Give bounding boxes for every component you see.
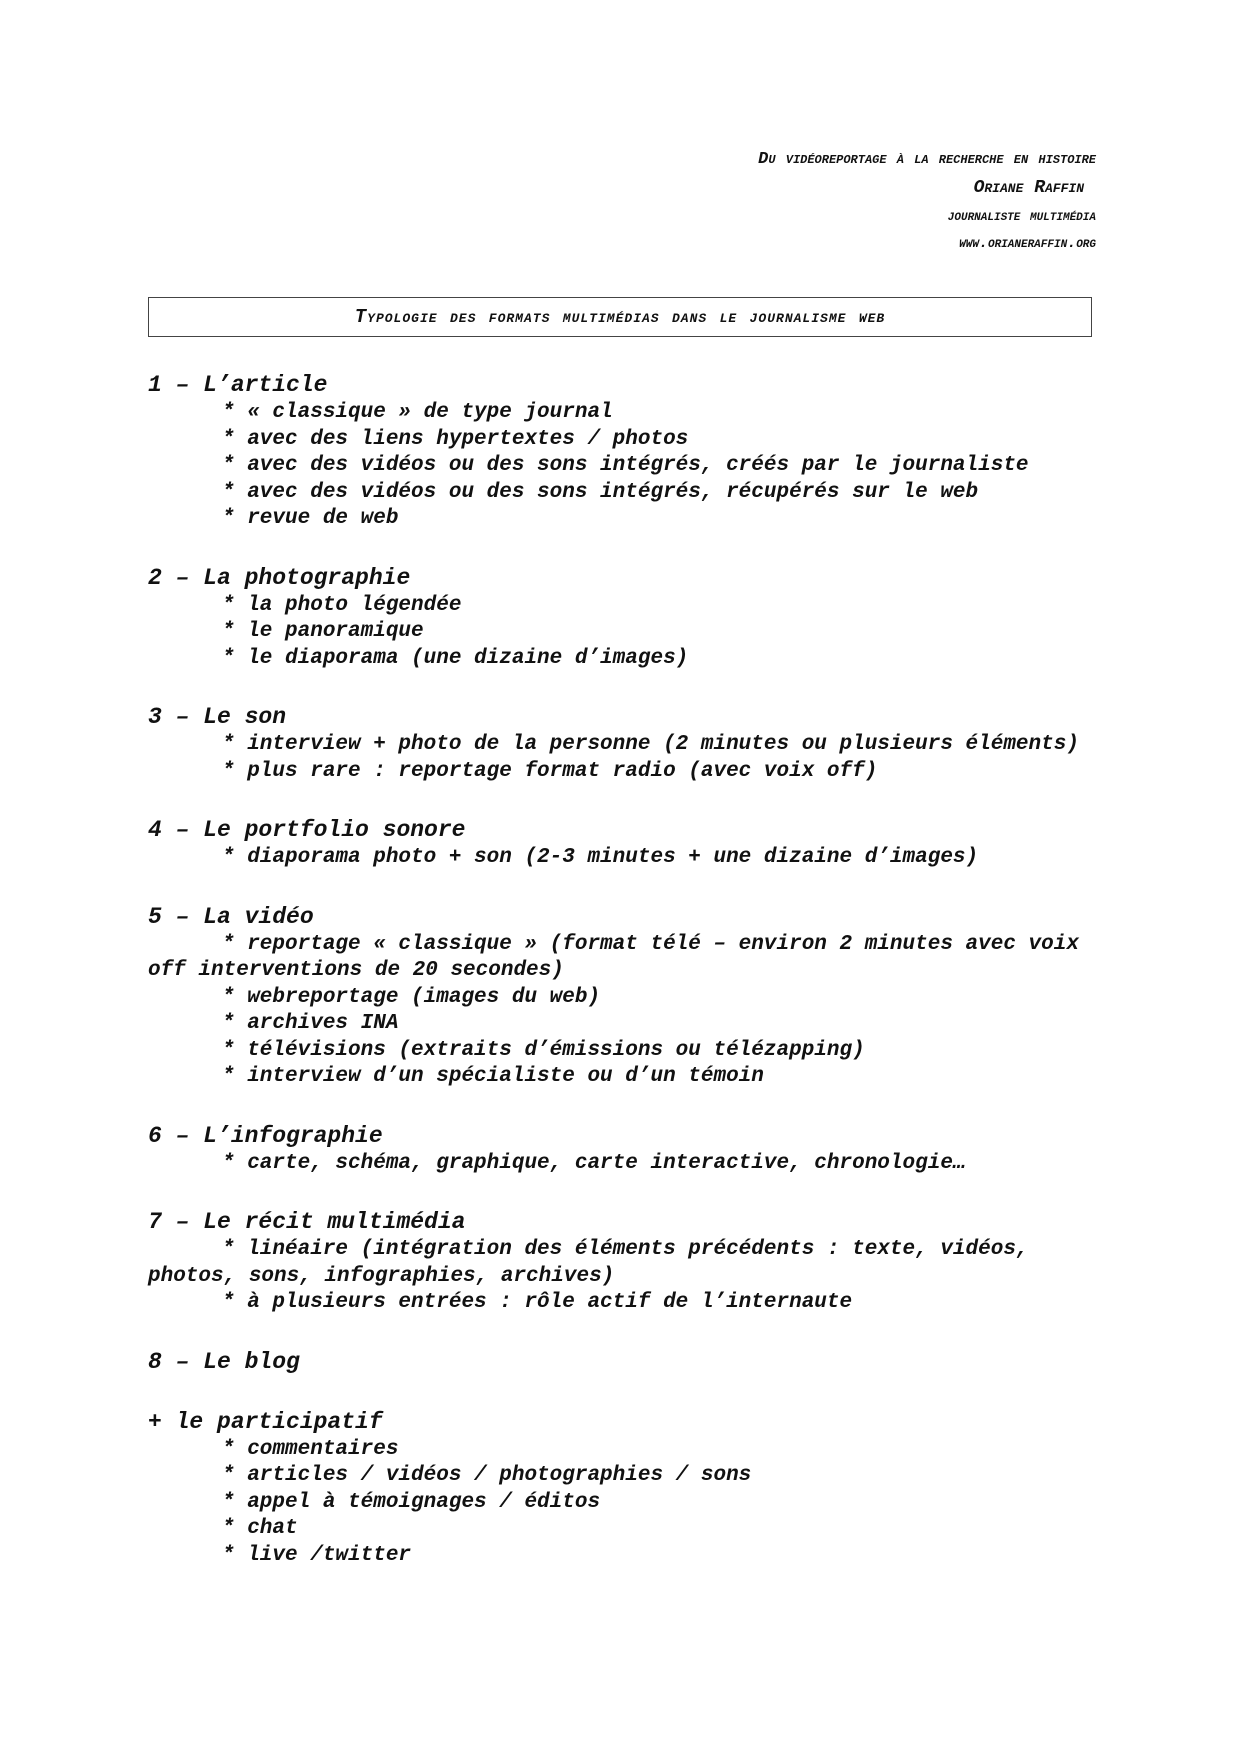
section-item-list xyxy=(148,1237,1092,1317)
list-item: * webreportage (images du web) xyxy=(222,985,601,1009)
section-item-list xyxy=(148,1437,1092,1570)
list-item: * avec des vidéos ou des sons intégrés, récupérés sur le web xyxy=(222,480,979,504)
section xyxy=(148,902,1092,1091)
list-item: * carte, schéma, graphique, carte interactive, chronologie… xyxy=(222,1151,966,1175)
list-item: * avec des vidéos ou des sons intégrés, créés par le journaliste xyxy=(222,454,1029,477)
list-item: * appel à témoignages / éditos xyxy=(222,1490,601,1514)
section-item-list xyxy=(148,1151,1092,1178)
section-item-list xyxy=(148,932,1092,1091)
section xyxy=(148,702,1092,785)
section-title: 4 – Le portfolio sonore xyxy=(148,817,466,843)
list-item: * la photo légendée xyxy=(222,593,462,617)
section-title: 5 – La vidéo xyxy=(148,903,314,930)
section xyxy=(148,1207,1092,1317)
section-title: 7 – Le récit multimédia xyxy=(148,1209,466,1235)
section-item-list xyxy=(148,845,1092,872)
header-author: Oriane Raffin xyxy=(973,178,1084,198)
list-item: * avec des liens hypertextes / photos xyxy=(222,427,689,451)
list-item: * chat xyxy=(222,1517,298,1540)
section xyxy=(148,370,1092,533)
header-url: www.orianeraffin.org xyxy=(959,235,1096,252)
list-item: * live /twitter xyxy=(222,1543,412,1567)
list-item: * « classique » de type journal xyxy=(222,401,613,424)
section xyxy=(148,1407,1092,1570)
section xyxy=(148,1347,1092,1377)
section-item-list xyxy=(148,400,1092,533)
header-role: journaliste multimédia xyxy=(947,207,1096,225)
list-item: * archives INA xyxy=(222,1012,399,1035)
section-item-list xyxy=(148,593,1092,673)
list-item: * diaporama photo + son (2-3 minutes + une dizaine d’images) xyxy=(222,846,979,869)
section-title: + le participatif xyxy=(148,1408,383,1435)
document-body xyxy=(148,370,1092,1599)
list-item: * interview + photo de la personne (2 minutes ou plusieurs éléments) xyxy=(222,733,1079,756)
list-item: * télévisions (extraits d’émissions ou télézapping) xyxy=(222,1038,865,1062)
section xyxy=(148,563,1092,673)
section-title: 8 – Le blog xyxy=(148,1348,300,1375)
list-item: * articles / vidéos / photographies / sons xyxy=(222,1464,752,1487)
list-item: * revue de web xyxy=(222,507,399,530)
section-item-list xyxy=(148,732,1092,785)
list-item: * reportage « classique » (format télé – environ 2 minutes avec voix off interventions de 20 secondes) xyxy=(148,932,1079,982)
header-title: Du vidéoreportage à la recherche en histoire xyxy=(758,150,1096,169)
section-title: 1 – L’article xyxy=(148,372,328,398)
section xyxy=(148,1121,1092,1178)
list-item: * le diaporama (une dizaine d’images) xyxy=(222,646,689,670)
list-item: * linéaire (intégration des éléments précédents : texte, vidéos, photos, sons, infographies, archives) xyxy=(148,1238,1029,1288)
section-title: 3 – Le son xyxy=(148,704,287,730)
section-title: 6 – L’infographie xyxy=(148,1122,383,1149)
list-item: * interview d’un spécialiste ou d’un témoin xyxy=(222,1065,764,1088)
section xyxy=(148,815,1092,872)
list-item: * le panoramique xyxy=(222,620,424,643)
document-header xyxy=(758,150,1096,263)
list-item: * commentaires xyxy=(222,1437,399,1461)
list-item: * à plusieurs entrées : rôle actif de l’internaute xyxy=(222,1291,853,1314)
list-item: * plus rare : reportage format radio (avec voix off) xyxy=(222,759,878,783)
document-title: Typologie des formats multimédias dans le journalisme web xyxy=(354,306,886,328)
document-title-box xyxy=(148,297,1092,337)
section-title: 2 – La photographie xyxy=(148,564,411,591)
